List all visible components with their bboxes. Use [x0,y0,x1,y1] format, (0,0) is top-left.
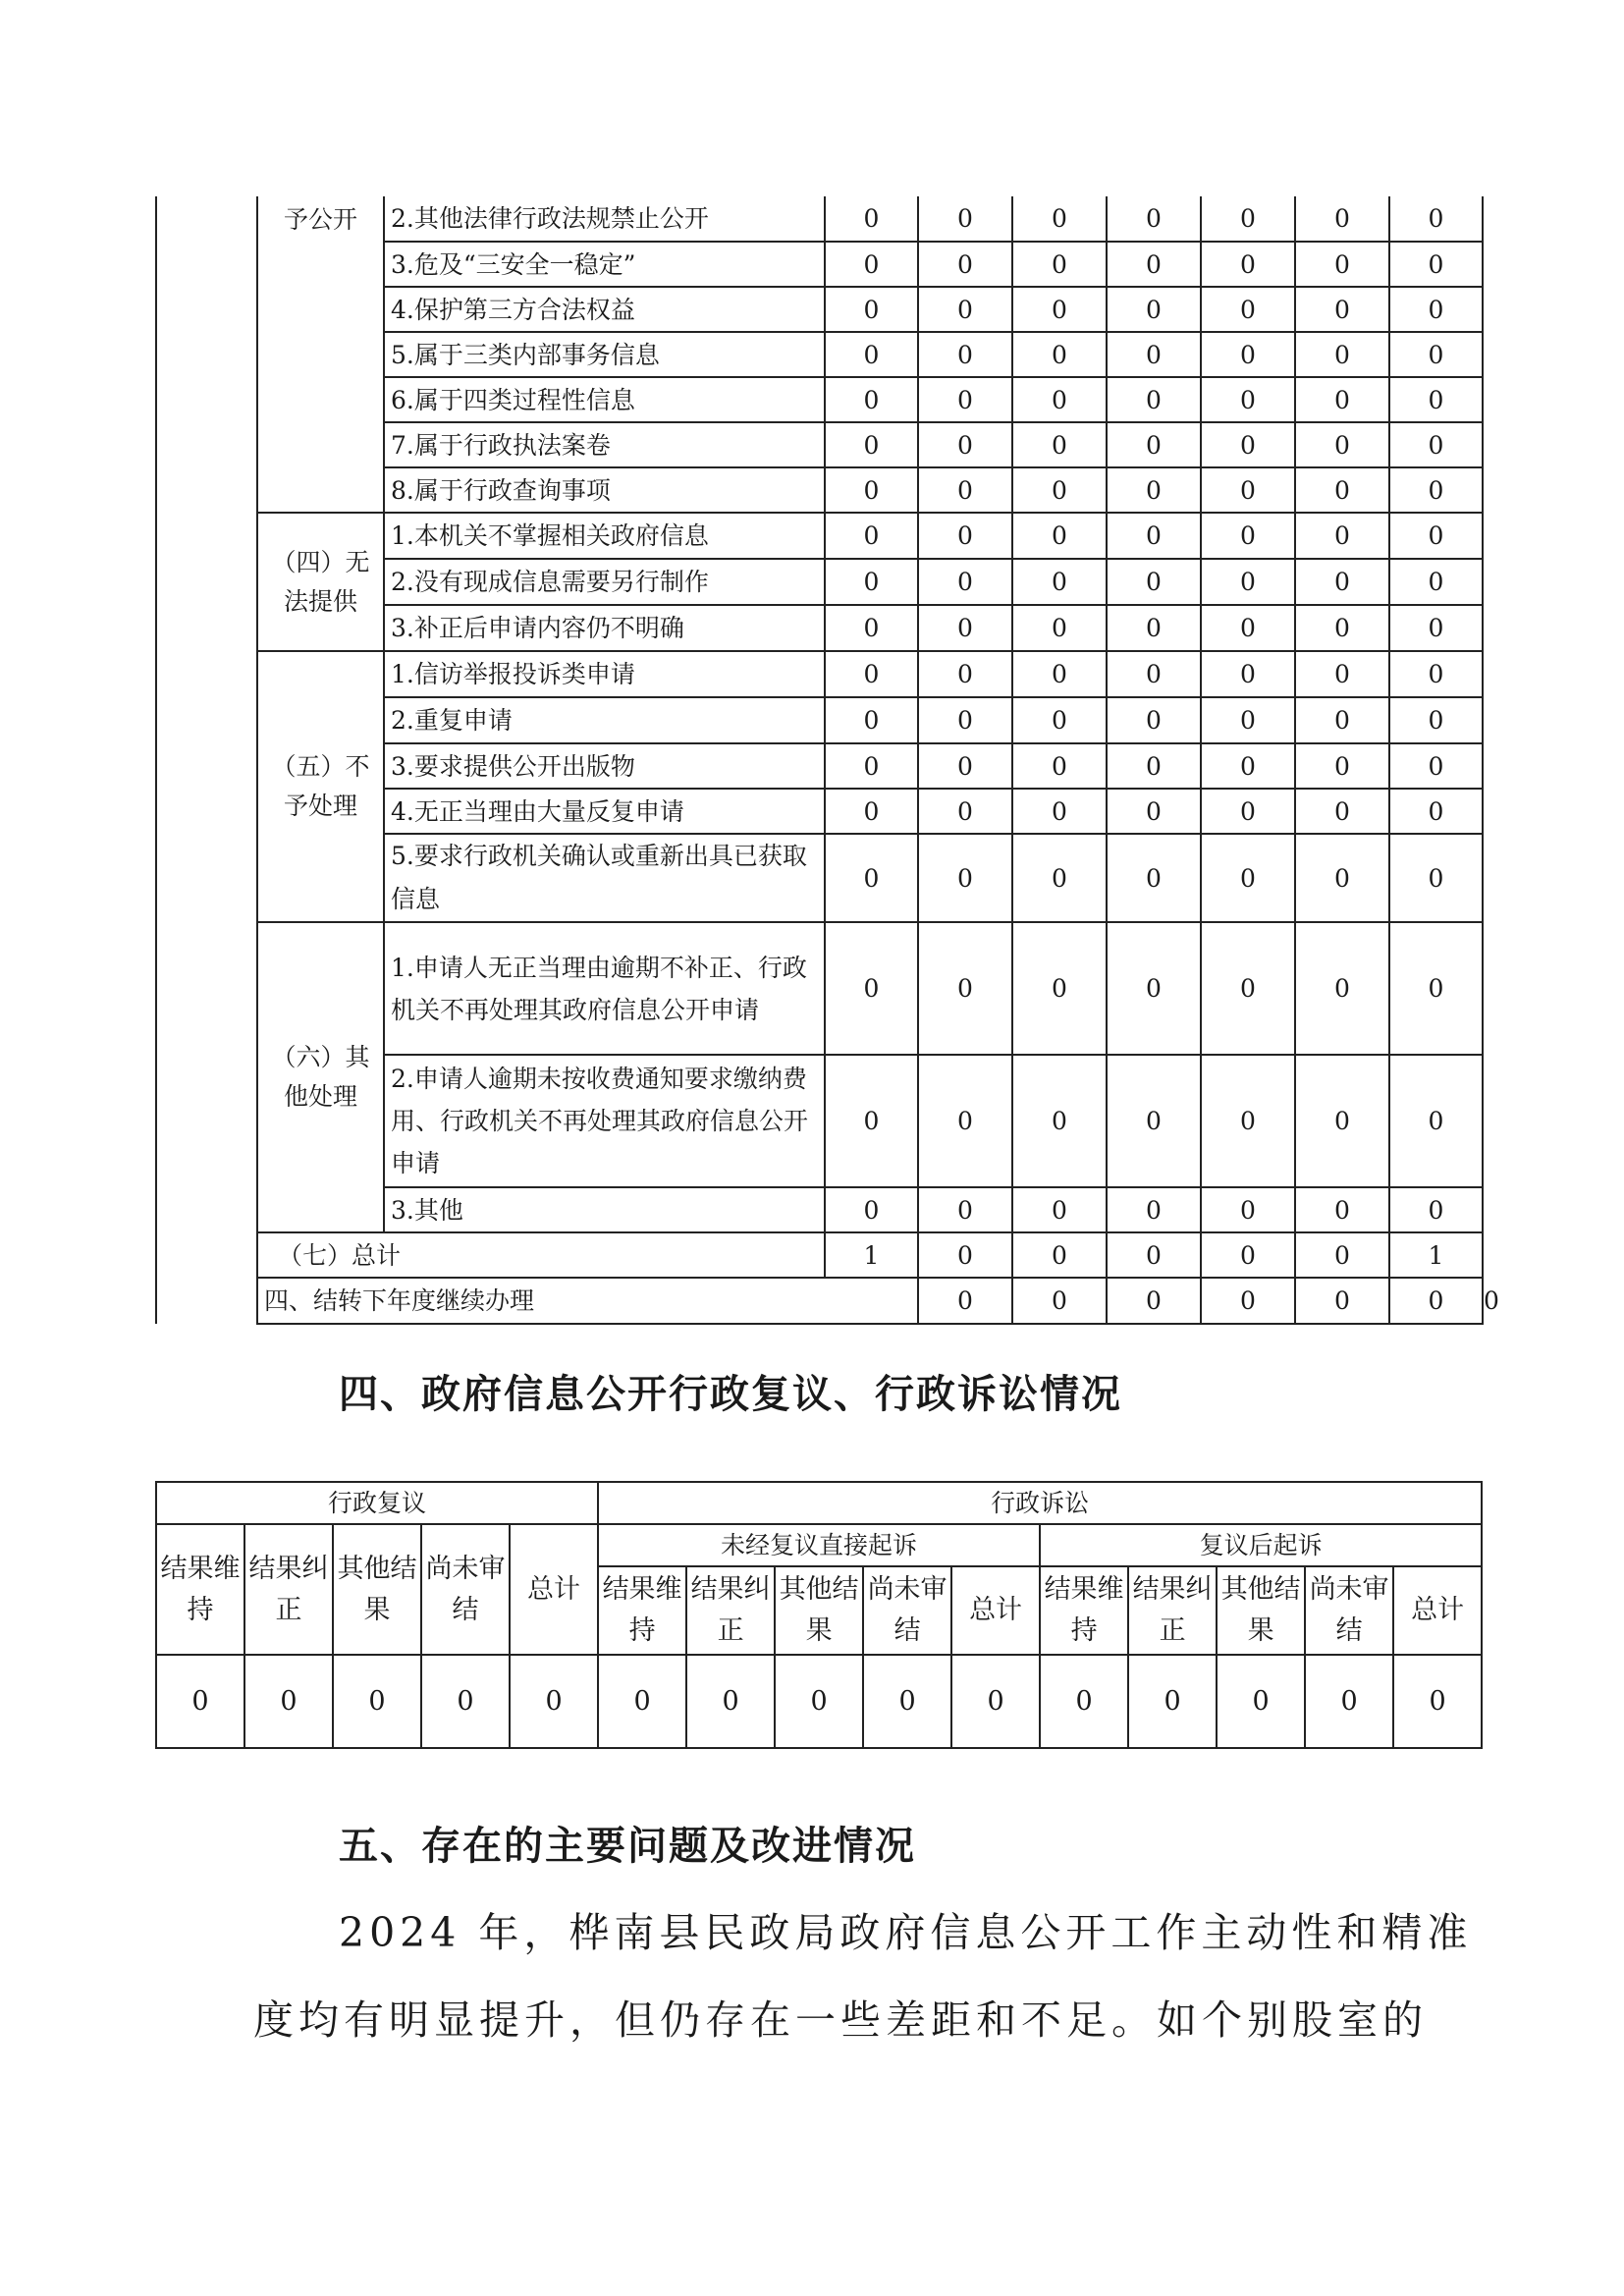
cell-value: 0 [1295,743,1389,789]
cell-value: 0 [918,467,1012,513]
cell-value: 0 [1012,287,1107,332]
row-item: 6.属于四类过程性信息 [384,377,825,422]
cell-value: 0 [918,1055,1012,1187]
cell-value: 0 [918,834,1012,922]
cell-value: 0 [1295,922,1389,1055]
cell-value: 0 [1389,789,1483,834]
cell-value: 0 [1389,605,1483,651]
table-row [156,513,1483,559]
cell-value: 0 [1389,422,1483,467]
cell-value: 0 [1201,287,1295,332]
col-label: 尚未审结 [863,1566,951,1655]
cell-value: 0 [918,242,1012,287]
cell-value: 0 [1012,242,1107,287]
cell-value: 0 [1389,1187,1483,1232]
cell-value: 0 [775,1655,863,1748]
cell-value: 0 [825,834,918,922]
cell-value: 0 [1217,1655,1305,1748]
cell-value: 1 [825,1232,918,1278]
row-item: 5.属于三类内部事务信息 [384,332,825,377]
col-label: 结果纠正 [686,1566,775,1655]
cell-value: 0 [825,196,918,242]
cell-value: 0 [918,789,1012,834]
group-label-text: 予公开 [283,205,357,234]
cell-value: 0 [1107,651,1201,697]
cell-value: 0 [918,287,1012,332]
cell-value: 0 [918,377,1012,422]
cell-value: 0 [1295,1055,1389,1187]
review-header: 行政复议 [156,1482,598,1524]
cell-value: 0 [951,1655,1040,1748]
table-row [156,922,1483,1055]
cell-value: 0 [825,605,918,651]
cell-value: 0 [1201,559,1295,605]
cell-value: 0 [918,1187,1012,1232]
cell-value: 0 [1107,922,1201,1055]
cell-value: 0 [1107,1278,1201,1324]
cell-value: 0 [1012,834,1107,922]
cell-value: 0 [1012,605,1107,651]
group-label-unable: （四）无法提供 [257,513,384,651]
cell-value: 0 [1012,559,1107,605]
row-item: 3.危及“三安全一稳定” [384,242,825,287]
cell-value: 0 [918,697,1012,743]
cell-value: 0 [156,1655,244,1748]
cell-value: 0 [825,743,918,789]
cell-value: 0 [1012,1055,1107,1187]
cell-value: 0 [1295,789,1389,834]
cell-value: 0 [1107,743,1201,789]
cell-value: 0 [825,1187,918,1232]
cell-value: 0 [918,743,1012,789]
col-label: 结果纠正 [244,1524,333,1655]
row-item: 2.重复申请 [384,697,825,743]
cell-value: 0 [918,513,1012,559]
cell-value: 0 [1107,789,1201,834]
cell-value: 0 [510,1655,598,1748]
col-label: 总计 [1393,1566,1482,1655]
cell-value: 0 [1107,287,1201,332]
cell-value: 0 [1201,789,1295,834]
cell-value: 0 [1295,242,1389,287]
row-item: 2.申请人逾期未按收费通知要求缴纳费用、行政机关不再处理其政府信息公开申请 [384,1055,825,1187]
cell-value: 0 [1389,196,1483,242]
disclosure-stats-table [155,196,1499,1325]
table-row [156,651,1483,697]
cell-value: 0 [918,422,1012,467]
group-label-not-processed: （五）不予处理 [257,651,384,922]
cell-value: 0 [825,697,918,743]
row-item: 3.补正后申请内容仍不明确 [384,605,825,651]
cell-value: 0 [1201,697,1295,743]
cell-value: 0 [1389,377,1483,422]
cell-value: 0 [825,377,918,422]
cell-value: 0 [421,1655,510,1748]
cell-value: 0 [825,287,918,332]
cell-value: 0 [1295,605,1389,651]
table-row [156,1524,1482,1566]
cell-value: 0 [1012,513,1107,559]
paragraph-line: 2024 年，桦南县民政局政府信息公开工作主动性和精准 [339,1909,1473,1956]
cell-value: 0 [1040,1655,1128,1748]
paragraph-line: 度均有明显提升，但仍存在一些差距和不足。如个别股室的 [253,1996,1428,2044]
cell-value: 0 [1107,467,1201,513]
cell-value: 0 [1389,1278,1483,1324]
col-label: 结果纠正 [1128,1566,1217,1655]
cell-value: 0 [1295,559,1389,605]
col-label: 尚未审结 [1305,1566,1393,1655]
cell-value: 0 [825,513,918,559]
cell-value: 0 [1201,1278,1295,1324]
cell-value: 0 [1305,1655,1393,1748]
litigation-header: 行政诉讼 [598,1482,1482,1524]
cell-value: 0 [918,651,1012,697]
cell-value: 0 [1201,651,1295,697]
cell-value: 0 [1107,834,1201,922]
cell-value: 0 [244,1655,333,1748]
cell-value: 0 [1295,422,1389,467]
section5-title: 五、存在的主要问题及改进情况 [339,1824,916,1869]
cell-value: 0 [1012,467,1107,513]
cell-value: 0 [1201,332,1295,377]
cell-value: 0 [598,1655,686,1748]
cell-value: 0 [1295,513,1389,559]
cell-value: 0 [1201,467,1295,513]
cell-value: 0 [1107,605,1201,651]
cell-value: 0 [1201,1187,1295,1232]
cell-value: 0 [918,1278,1012,1324]
cell-value: 0 [1389,332,1483,377]
cell-value: 0 [1389,697,1483,743]
row-item: 1.申请人无正当理由逾期不补正、行政机关不再处理其政府信息公开申请 [384,922,825,1055]
cell-value: 0 [1389,242,1483,287]
after-review-header: 复议后起诉 [1040,1524,1482,1566]
cell-value: 0 [1389,651,1483,697]
cell-value: 0 [1295,467,1389,513]
cell-value: 0 [825,559,918,605]
total-label: （七）总计 [257,1232,825,1278]
review-litigation-table [155,1481,1483,1749]
col-label: 其他结果 [333,1524,421,1655]
cell-value: 0 [1107,559,1201,605]
table-row [156,196,1483,242]
cell-value: 0 [918,559,1012,605]
cell-value: 0 [1295,377,1389,422]
cell-value: 0 [918,196,1012,242]
section4-title: 四、政府信息公开行政复议、行政诉讼情况 [339,1372,1122,1417]
cell-value: 0 [1389,922,1483,1055]
cell-value: 0 [1128,1655,1217,1748]
cell-value: 0 [825,922,918,1055]
col-label: 结果维持 [1040,1566,1128,1655]
cell-value: 0 [1012,697,1107,743]
cell-value: 0 [1107,1187,1201,1232]
cell-value: 0 [1389,834,1483,922]
col-label: 其他结果 [775,1566,863,1655]
cell-value: 0 [1107,1055,1201,1187]
cell-value: 0 [1012,1187,1107,1232]
cell-value: 0 [825,467,918,513]
col-label: 总计 [510,1524,598,1655]
table-row-carryover: 四、结转下年度继续办理 0 0 0 0 0 0 0 [156,1278,1483,1324]
cell-value: 0 [1295,1278,1389,1324]
cell-value: 0 [1012,743,1107,789]
carryover-label: 四、结转下年度继续办理 [257,1278,918,1324]
cell-value: 0 [1012,922,1107,1055]
col-label: 结果维持 [156,1524,244,1655]
cell-value: 0 [918,332,1012,377]
cell-value: 0 [1201,1055,1295,1187]
cell-value: 0 [1295,651,1389,697]
cell-value: 0 [825,332,918,377]
row-item: 8.属于行政查询事项 [384,467,825,513]
cell-value: 0 [1012,422,1107,467]
col-label: 结果维持 [598,1566,686,1655]
cell-value: 1 [1389,1232,1483,1278]
cell-value: 0 [1295,332,1389,377]
col-label: 尚未审结 [421,1524,510,1655]
cell-value: 0 [1012,651,1107,697]
direct-suit-header: 未经复议直接起诉 [598,1524,1040,1566]
cell-value: 0 [1295,287,1389,332]
row-item: 7.属于行政执法案卷 [384,422,825,467]
cell-value: 0 [1201,377,1295,422]
cell-value: 0 [1012,196,1107,242]
cell-value: 0 [1201,605,1295,651]
cell-value: 0 [1201,242,1295,287]
group-label-partial [257,196,384,513]
blank-column [156,196,257,1324]
cell-value: 0 [1201,513,1295,559]
cell-value: 0 [918,605,1012,651]
cell-value: 0 [1201,834,1295,922]
cell-value: 0 [1295,834,1389,922]
cell-value: 0 [1107,697,1201,743]
cell-value: 0 [1389,467,1483,513]
cell-value: 0 [1389,1055,1483,1187]
cell-value: 0 [1107,422,1201,467]
cell-value: 0 [333,1655,421,1748]
cell-value: 0 [1201,743,1295,789]
table-row-total [156,1232,1483,1278]
cell-value: 0 [1389,513,1483,559]
cell-value: 0 [1107,513,1201,559]
cell-value: 0 [825,242,918,287]
row-item: 5.要求行政机关确认或重新出具已获取信息 [384,834,825,922]
row-item: 1.本机关不掌握相关政府信息 [384,513,825,559]
cell-value: 0 [1012,789,1107,834]
cell-value: 0 [1107,377,1201,422]
cell-value: 0 [1201,922,1295,1055]
cell-value: 0 [1107,1232,1201,1278]
cell-value: 0 [1107,332,1201,377]
cell-value: 0 [1107,242,1201,287]
col-label: 总计 [951,1566,1040,1655]
cell-value: 0 [825,422,918,467]
row-item: 2.其他法律行政法规禁止公开 [384,196,825,242]
cell-value: 0 [1389,287,1483,332]
cell-value: 0 [1012,332,1107,377]
cell-value: 0 [863,1655,951,1748]
cell-value: 0 [918,922,1012,1055]
cell-value: 0 [1201,1232,1295,1278]
row-item: 4.保护第三方合法权益 [384,287,825,332]
cell-value: 0 [1201,196,1295,242]
row-item: 3.要求提供公开出版物 [384,743,825,789]
cell-value: 0 [1012,377,1107,422]
row-item: 2.没有现成信息需要另行制作 [384,559,825,605]
cell-value: 0 [1201,422,1295,467]
row-item: 4.无正当理由大量反复申请 [384,789,825,834]
cell-value: 0 [918,1232,1012,1278]
row-item: 3.其他 [384,1187,825,1232]
cell-value: 0 [686,1655,775,1748]
cell-value: 0 [825,789,918,834]
cell-value: 0 [1389,743,1483,789]
cell-value: 0 [1107,196,1201,242]
cell-value: 0 [1389,559,1483,605]
row-item: 1.信访举报投诉类申请 [384,651,825,697]
cell-value: 0 [1012,1278,1107,1324]
table-row [156,1655,1482,1748]
cell-value: 0 [1295,196,1389,242]
col-label: 其他结果 [1217,1566,1305,1655]
table-row [156,1482,1482,1524]
cell-value: 0 [1295,1187,1389,1232]
cell-value: 0 [1295,697,1389,743]
cell-value: 0 [1012,1232,1107,1278]
cell-value: 0 [1393,1655,1482,1748]
group-label-other-handling: （六）其他处理 [257,922,384,1232]
cell-value: 0 [1295,1232,1389,1278]
cell-value: 0 [825,651,918,697]
cell-value: 0 [825,1055,918,1187]
